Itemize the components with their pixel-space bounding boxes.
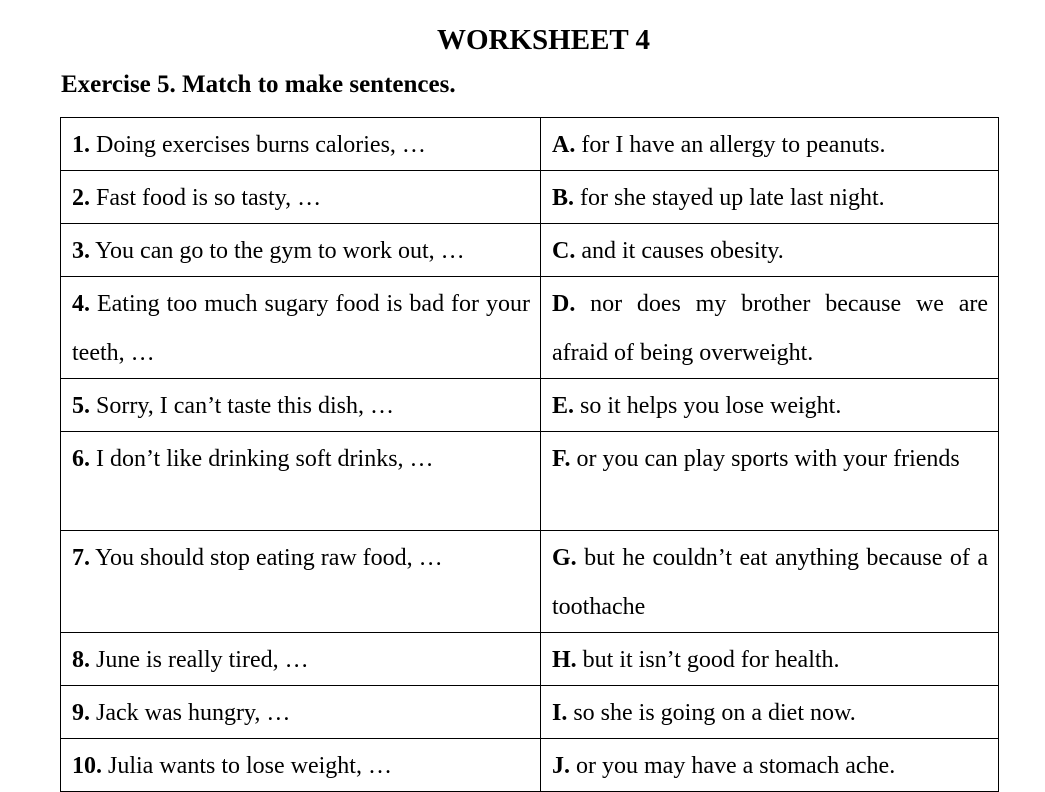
table-row xyxy=(61,379,999,432)
table-row xyxy=(61,739,999,792)
item-text: Fast food is so tasty, … xyxy=(90,185,322,211)
sentence-start-cell xyxy=(61,739,541,792)
item-text: You can go to the gym to work out, … xyxy=(90,238,465,264)
matching-table xyxy=(60,117,999,792)
option-letter: D. xyxy=(552,291,576,317)
sentence-ending-cell xyxy=(541,224,999,277)
option-letter: B. xyxy=(552,185,575,211)
option-letter: H. xyxy=(552,647,577,673)
item-number: 1. xyxy=(72,132,90,158)
table-row xyxy=(61,224,999,277)
sentence-start-cell xyxy=(61,432,541,531)
table-row xyxy=(61,118,999,171)
worksheet-title: WORKSHEET 4 xyxy=(437,24,650,56)
sentence-ending-cell xyxy=(541,379,999,432)
exercise-heading: Exercise 5. Match to make sentences. xyxy=(61,71,456,98)
option-letter: F. xyxy=(552,446,571,472)
sentence-ending-cell xyxy=(541,118,999,171)
item-text: Sorry, I can’t taste this dish, … xyxy=(90,393,394,419)
item-text: Julia wants to lose weight, … xyxy=(102,753,392,779)
item-text: You should stop eating raw food, … xyxy=(90,545,443,571)
item-number: 6. xyxy=(72,446,90,472)
item-text: Doing exercises burns calories, … xyxy=(90,132,426,158)
sentence-ending-cell xyxy=(541,432,999,531)
item-number: 2. xyxy=(72,185,90,211)
item-number: 9. xyxy=(72,700,90,726)
item-text: June is really tired, … xyxy=(90,647,309,673)
option-text: or you may have a stomach ache. xyxy=(570,753,896,779)
sentence-start-cell xyxy=(61,171,541,224)
sentence-ending-cell xyxy=(541,739,999,792)
sentence-start-cell xyxy=(61,277,541,379)
sentence-ending-cell xyxy=(541,686,999,739)
sentence-ending-cell xyxy=(541,171,999,224)
option-letter: J. xyxy=(552,753,570,779)
sentence-start-cell xyxy=(61,686,541,739)
sentence-ending-cell xyxy=(541,277,999,379)
option-letter: I. xyxy=(552,700,568,726)
option-letter: E. xyxy=(552,393,575,419)
table-row xyxy=(61,686,999,739)
item-text: I don’t like drinking soft drinks, … xyxy=(90,446,434,472)
sentence-ending-cell xyxy=(541,633,999,686)
item-number: 8. xyxy=(72,647,90,673)
table-row xyxy=(61,633,999,686)
sentence-start-cell xyxy=(61,224,541,277)
sentence-start-cell xyxy=(61,531,541,633)
option-text: for she stayed up late last night. xyxy=(574,185,885,211)
item-text: Eating too much sugary food is bad for your teeth, … xyxy=(72,291,530,366)
table-row xyxy=(61,531,999,633)
option-letter: G. xyxy=(552,545,577,571)
table-row xyxy=(61,432,999,531)
sentence-ending-cell xyxy=(541,531,999,633)
table-row xyxy=(61,171,999,224)
sentence-start-cell xyxy=(61,633,541,686)
option-text: or you can play sports with your friends xyxy=(570,446,960,472)
option-text: for I have an allergy to peanuts. xyxy=(575,132,886,158)
option-letter: C. xyxy=(552,238,576,264)
option-text: so it helps you lose weight. xyxy=(574,393,842,419)
option-text: but it isn’t good for health. xyxy=(576,647,840,673)
item-number: 7. xyxy=(72,545,90,571)
table-row xyxy=(61,277,999,379)
item-text: Jack was hungry, … xyxy=(90,700,291,726)
item-number: 5. xyxy=(72,393,90,419)
option-text: nor does my brother because we are afraid of being overweight. xyxy=(552,291,988,366)
sentence-start-cell xyxy=(61,379,541,432)
item-number: 10. xyxy=(72,753,102,779)
item-number: 4. xyxy=(72,291,90,317)
option-text: but he couldn’t eat anything because of a toothache xyxy=(552,545,988,620)
option-text: so she is going on a diet now. xyxy=(567,700,856,726)
item-number: 3. xyxy=(72,238,90,264)
sentence-start-cell xyxy=(61,118,541,171)
option-text: and it causes obesity. xyxy=(575,238,784,264)
option-letter: A. xyxy=(552,132,576,158)
